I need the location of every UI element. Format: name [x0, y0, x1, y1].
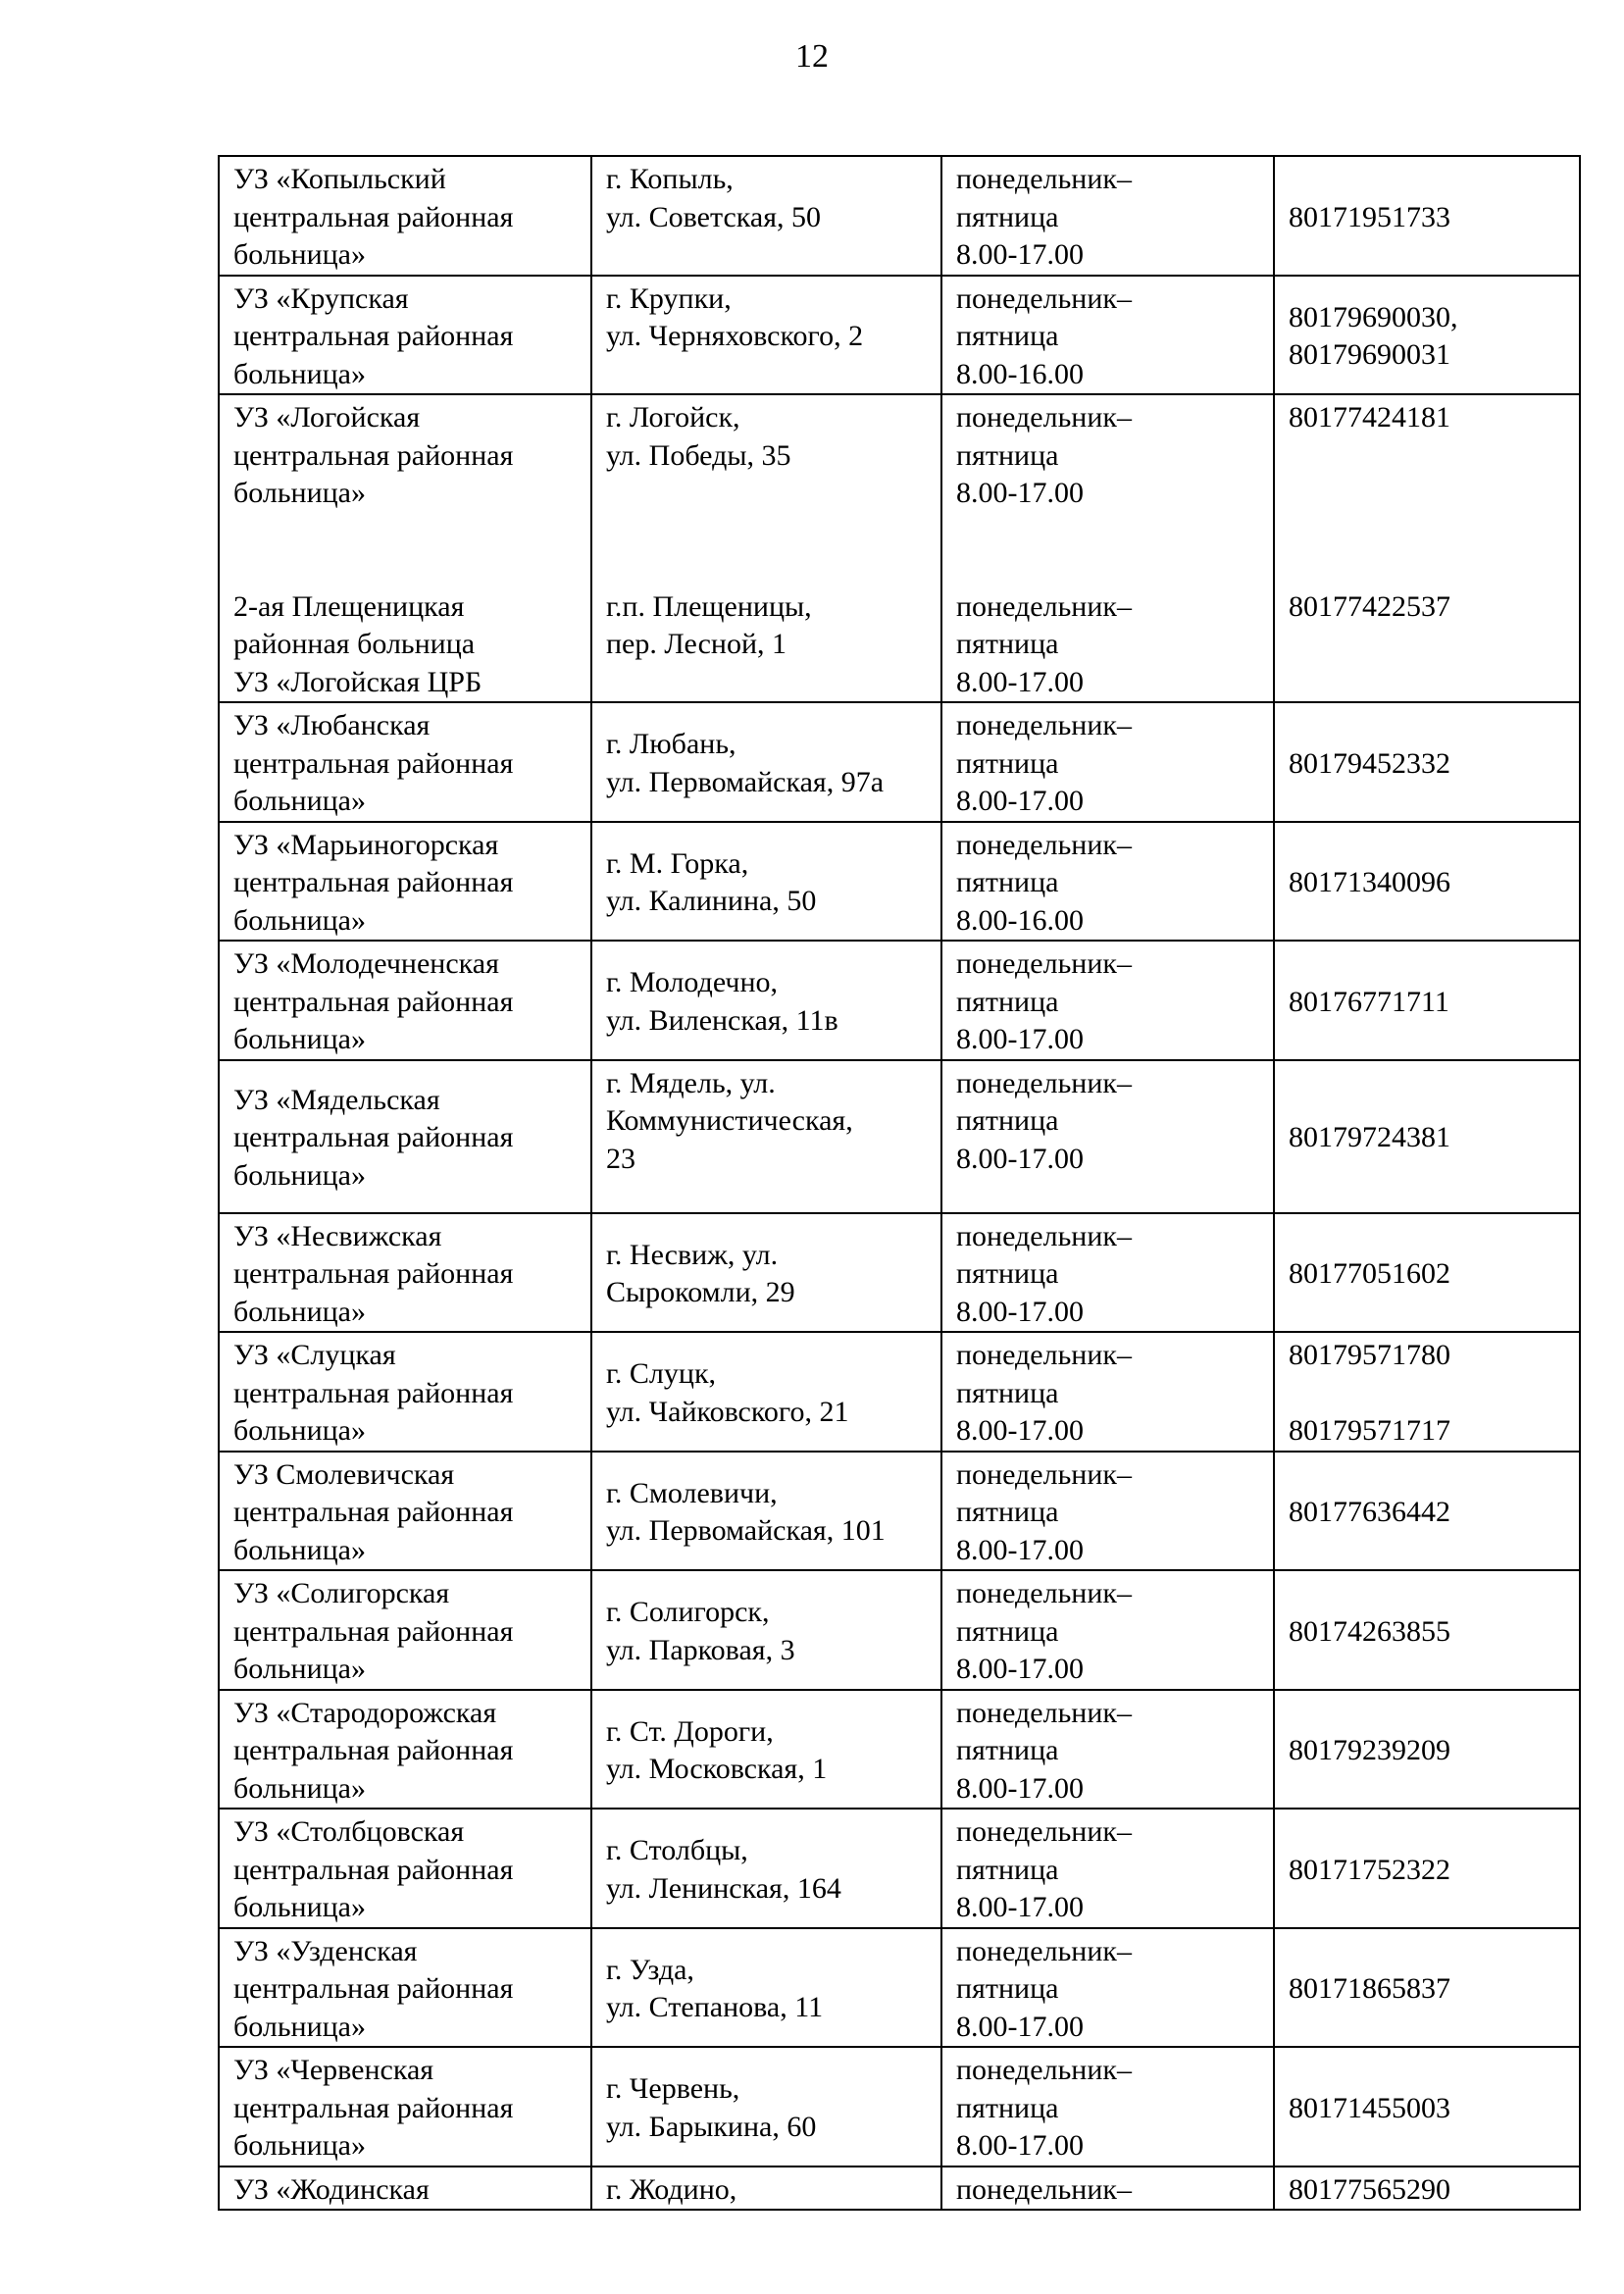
phone-cell: [1274, 1570, 1580, 1690]
name-line: УЗ «Солигорская: [233, 1577, 450, 1609]
address-line: г. Мядель, ул.: [606, 1066, 776, 1099]
hours-line: пятница: [956, 628, 1059, 660]
address-line: ул. Калинина, 50: [606, 885, 817, 918]
phone-line: 80171951733: [1289, 200, 1450, 233]
address-line: г. Копыль,: [606, 163, 734, 195]
phone-cell: [1274, 941, 1580, 1060]
hours-cell: [941, 702, 1274, 822]
phone-line: [1289, 513, 1565, 551]
institution-name-cell: [219, 2167, 591, 2211]
hours-line: пятница: [956, 866, 1059, 898]
hours-line: понедельник–: [956, 1457, 1132, 1491]
phone-cell: [1274, 1452, 1580, 1571]
institution-name-cell: [219, 822, 591, 942]
address-line: г. Логойск,: [606, 401, 740, 433]
institution-name-cell: [219, 276, 591, 395]
name-line: [233, 550, 577, 588]
hours-line: 8.00-17.00: [956, 1414, 1084, 1447]
name-line: 2-ая Плещеницкая: [233, 589, 465, 623]
name-line: больница»: [233, 903, 366, 937]
name-line: УЗ «Слуцкая: [233, 1339, 396, 1371]
address-cell: [591, 1213, 941, 1333]
hours-line: пятница: [956, 1614, 1059, 1648]
phone-line: 80179724381: [1289, 1121, 1450, 1154]
phone-cell: [1274, 1060, 1580, 1213]
address-cell: [591, 941, 941, 1060]
address-cell: [591, 156, 941, 276]
name-line: больница»: [233, 477, 366, 509]
address-line: г.п. Плещеницы,: [606, 589, 812, 623]
phone-cell: [1274, 1928, 1580, 2048]
hours-cell: [941, 394, 1274, 702]
hours-cell: [941, 822, 1274, 942]
phone-line: 80179690030,: [1289, 300, 1458, 333]
hours-cell: [941, 1809, 1274, 1928]
table-row: [219, 1452, 1580, 1571]
hours-line: 8.00-17.00: [956, 1142, 1084, 1175]
hours-cell: [941, 1690, 1274, 1810]
address-line: г. Смолевичи,: [606, 1476, 778, 1509]
name-line: больница»: [233, 1414, 366, 1447]
hours-line: понедельник–: [956, 589, 1132, 623]
address-line: г. Солигорск,: [606, 1596, 770, 1629]
hours-line: пятница: [956, 320, 1059, 352]
phone-line: [1289, 475, 1565, 513]
institution-name-cell: [219, 702, 591, 822]
name-line: больница»: [233, 2129, 366, 2162]
address-line: ул. Московская, 1: [606, 1753, 828, 1786]
address-line: г. Несвиж, ул.: [606, 1238, 779, 1271]
table-row: [219, 1928, 1580, 2048]
address-line: пер. Лесной, 1: [606, 628, 787, 660]
hours-line: понедельник–: [956, 1934, 1132, 1967]
hours-line: пятница: [956, 438, 1059, 472]
name-line: больница»: [233, 1158, 366, 1192]
name-line: центральная районная: [233, 2091, 514, 2124]
address-line: г. Слуцк,: [606, 1357, 717, 1391]
table-row: [219, 156, 1580, 276]
address-cell: [591, 394, 941, 702]
name-line: больница»: [233, 1023, 366, 1055]
hours-line: пятница: [956, 1104, 1059, 1137]
phone-cell: [1274, 394, 1580, 702]
hours-line: пятница: [956, 200, 1059, 233]
hours-cell: [941, 1213, 1274, 1333]
hours-line: 8.00-17.00: [956, 1771, 1084, 1805]
hours-cell: [941, 1060, 1274, 1213]
name-line: центральная районная: [233, 1853, 514, 1886]
name-line: центральная районная: [233, 1972, 514, 2005]
institution-name-cell: [219, 1928, 591, 2048]
hours-line: 8.00-17.00: [956, 1295, 1084, 1328]
name-line: районная больница: [233, 628, 476, 660]
name-line: УЗ «Любанская: [233, 709, 431, 741]
hours-cell: [941, 1452, 1274, 1571]
address-line: [606, 550, 927, 588]
hours-line: понедельник–: [956, 1066, 1132, 1099]
address-line: ул. Чайковского, 21: [606, 1395, 849, 1428]
name-line: УЗ «Копыльский: [233, 163, 446, 195]
name-line: центральная районная: [233, 200, 514, 233]
address-cell: [591, 276, 941, 395]
table-row: [219, 2047, 1580, 2167]
address-line: Коммунистическая,: [606, 1104, 853, 1137]
hours-line: 8.00-17.00: [956, 238, 1084, 271]
name-line: центральная районная: [233, 866, 514, 898]
hours-line: понедельник–: [956, 2172, 1132, 2206]
phone-cell: [1274, 702, 1580, 822]
hours-line: пятница: [956, 1734, 1059, 1766]
address-line: [606, 513, 927, 551]
phone-line: 80179571717: [1289, 1414, 1450, 1447]
name-line: центральная районная: [233, 1496, 514, 1528]
address-cell: [591, 1690, 941, 1810]
name-line: УЗ «Стародорожская: [233, 1696, 497, 1729]
address-line: ул. Черняховского, 2: [606, 320, 864, 352]
address-cell: [591, 1809, 941, 1928]
hours-line: 8.00-17.00: [956, 1891, 1084, 1923]
hours-line: понедельник–: [956, 1577, 1132, 1609]
hours-line: 8.00-17.00: [956, 1533, 1084, 1566]
address-line: ул. Победы, 35: [606, 438, 791, 472]
address-line: г. Крупки,: [606, 281, 732, 315]
address-line: ул. Виленская, 11в: [606, 1003, 838, 1037]
hours-line: 8.00-17.00: [956, 665, 1084, 698]
institution-name-cell: [219, 1452, 591, 1571]
hours-line: 8.00-17.00: [956, 2129, 1084, 2162]
hours-cell: [941, 2167, 1274, 2211]
name-line: центральная районная: [233, 320, 514, 352]
phone-line: 80176771711: [1289, 985, 1449, 1018]
hours-line: 8.00-17.00: [956, 1023, 1084, 1055]
hours-line: пятница: [956, 1496, 1059, 1528]
phone-line: 80179571780: [1289, 1339, 1450, 1371]
hours-line: понедельник–: [956, 1815, 1132, 1848]
phone-line: 80177051602: [1289, 1257, 1450, 1290]
table-row: [219, 394, 1580, 702]
phone-line: 80179452332: [1289, 746, 1450, 780]
name-line: центральная районная: [233, 1734, 514, 1766]
address-line: ул. Степанова, 11: [606, 1991, 824, 2024]
address-line: г. Любань,: [606, 728, 736, 761]
table-row: [219, 1690, 1580, 1810]
name-line: УЗ «Червенская: [233, 2054, 434, 2086]
address-line: ул. Советская, 50: [606, 200, 821, 233]
address-cell: [591, 2047, 941, 2167]
hours-line: понедельник–: [956, 828, 1132, 861]
phone-line: [1289, 550, 1565, 588]
institution-name-cell: [219, 941, 591, 1060]
name-line: УЗ «Несвижская: [233, 1219, 442, 1252]
table-row: [219, 822, 1580, 942]
hours-line: [956, 550, 1259, 588]
institution-name-cell: [219, 2047, 591, 2167]
name-line: центральная районная: [233, 1614, 514, 1648]
hours-cell: [941, 156, 1274, 276]
address-cell: [591, 1928, 941, 2048]
phone-cell: [1274, 2167, 1580, 2211]
address-line: Сырокомли, 29: [606, 1276, 795, 1309]
hours-line: 8.00-16.00: [956, 357, 1084, 390]
address-line: г. Узда,: [606, 1953, 694, 1986]
hours-line: пятница: [956, 985, 1059, 1018]
phone-cell: [1274, 822, 1580, 942]
name-line: УЗ «Логойская: [233, 401, 421, 433]
phone-cell: [1274, 1690, 1580, 1810]
hours-line: [956, 513, 1259, 551]
hours-line: понедельник–: [956, 1339, 1132, 1371]
address-line: г. Червень,: [606, 2072, 740, 2106]
phone-line: 80179690031: [1289, 338, 1450, 372]
phone-line: 80177636442: [1289, 1496, 1450, 1528]
hours-cell: [941, 941, 1274, 1060]
institution-name-cell: [219, 1809, 591, 1928]
hours-line: пятница: [956, 1972, 1059, 2005]
hours-line: понедельник–: [956, 163, 1132, 195]
phone-cell: [1274, 1213, 1580, 1333]
institution-name-cell: [219, 394, 591, 702]
phone-line: 80174263855: [1289, 1614, 1450, 1648]
table-row: [219, 1060, 1580, 1213]
table-row: [219, 702, 1580, 822]
phone-line: 80177424181: [1289, 401, 1450, 433]
hours-line: понедельник–: [956, 709, 1132, 741]
table-row: [219, 276, 1580, 395]
address-line: г. Жодино,: [606, 2172, 737, 2206]
phone-cell: [1274, 1809, 1580, 1928]
phone-line: 80177422537: [1289, 589, 1450, 623]
hours-line: 8.00-17.00: [956, 785, 1084, 817]
name-line: больница»: [233, 357, 366, 390]
address-line: г. Молодечно,: [606, 966, 779, 999]
phone-cell: [1274, 276, 1580, 395]
institution-name-cell: [219, 1060, 591, 1213]
institution-name-cell: [219, 156, 591, 276]
hours-cell: [941, 1928, 1274, 2048]
address-cell: [591, 702, 941, 822]
name-line: центральная районная: [233, 746, 514, 780]
name-line: УЗ «Жодинская: [233, 2172, 430, 2206]
address-line: [606, 475, 927, 513]
name-line: центральная районная: [233, 985, 514, 1018]
phone-line: 80171752322: [1289, 1853, 1450, 1886]
hours-cell: [941, 2047, 1274, 2167]
address-cell: [591, 2167, 941, 2211]
address-line: 23: [606, 1142, 635, 1175]
phone-line: 80171455003: [1289, 2091, 1450, 2124]
name-line: больница»: [233, 238, 366, 271]
table-row: [219, 1213, 1580, 1333]
name-line: УЗ «Мядельская: [233, 1083, 440, 1116]
table-row: [219, 1332, 1580, 1452]
hours-line: пятница: [956, 2091, 1059, 2124]
address-line: г. Ст. Дороги,: [606, 1714, 774, 1748]
page-number: 12: [795, 38, 829, 75]
name-line: центральная районная: [233, 438, 514, 472]
phone-line: 80171865837: [1289, 1972, 1450, 2005]
hours-line: понедельник–: [956, 281, 1132, 315]
name-line: УЗ «Столбцовская: [233, 1815, 465, 1848]
address-line: ул. Барыкина, 60: [606, 2110, 817, 2143]
phone-line: [1289, 1375, 1565, 1413]
name-line: больница»: [233, 785, 366, 817]
institution-name-cell: [219, 1690, 591, 1810]
name-line: УЗ Смолевичская: [233, 1457, 455, 1491]
institution-name-cell: [219, 1570, 591, 1690]
address-line: ул. Первомайская, 101: [606, 1514, 886, 1548]
address-line: г. М. Горка,: [606, 846, 749, 880]
name-line: центральная районная: [233, 1257, 514, 1290]
hours-line: пятница: [956, 746, 1059, 780]
address-cell: [591, 1570, 941, 1690]
hours-cell: [941, 276, 1274, 395]
name-line: больница»: [233, 2010, 366, 2043]
institution-name-cell: [219, 1213, 591, 1333]
phone-cell: [1274, 2047, 1580, 2167]
hours-line: пятница: [956, 1853, 1059, 1886]
hours-line: понедельник–: [956, 947, 1132, 980]
name-line: УЗ «Узденская: [233, 1934, 418, 1967]
address-cell: [591, 1452, 941, 1571]
hours-line: пятница: [956, 1376, 1059, 1409]
hours-line: пятница: [956, 1257, 1059, 1290]
address-line: ул. Парковая, 3: [606, 1633, 795, 1666]
phone-cell: [1274, 1332, 1580, 1452]
table-row: [219, 2167, 1580, 2211]
name-line: [233, 513, 577, 551]
name-line: УЗ «Марьиногорская: [233, 828, 499, 861]
table-row: [219, 941, 1580, 1060]
name-line: больница»: [233, 1891, 366, 1923]
hours-line: 8.00-16.00: [956, 903, 1084, 937]
name-line: больница»: [233, 1295, 366, 1328]
hours-line: понедельник–: [956, 1696, 1132, 1729]
phone-line: [1289, 437, 1565, 476]
name-line: УЗ «Молодечненская: [233, 947, 499, 980]
address-line: ул. Первомайская, 97а: [606, 765, 885, 798]
address-cell: [591, 1332, 941, 1452]
table-body: [219, 156, 1580, 2210]
name-line: больница»: [233, 1533, 366, 1566]
phone-line: 80177565290: [1289, 2172, 1450, 2206]
hours-cell: [941, 1332, 1274, 1452]
table-row: [219, 1570, 1580, 1690]
hospital-table: [218, 155, 1581, 2211]
hours-cell: [941, 1570, 1274, 1690]
name-line: больница»: [233, 1653, 366, 1685]
institution-name-cell: [219, 1332, 591, 1452]
hours-line: 8.00-17.00: [956, 1653, 1084, 1685]
name-line: больница»: [233, 1771, 366, 1805]
phone-line: 80171340096: [1289, 866, 1450, 898]
address-line: г. Столбцы,: [606, 1834, 748, 1867]
hours-line: 8.00-17.00: [956, 477, 1084, 509]
phone-line: 80179239209: [1289, 1734, 1450, 1766]
name-line: центральная районная: [233, 1376, 514, 1409]
hours-line: понедельник–: [956, 1219, 1132, 1252]
hours-line: понедельник–: [956, 2054, 1132, 2086]
address-cell: [591, 1060, 941, 1213]
address-cell: [591, 822, 941, 942]
name-line: центральная районная: [233, 1121, 514, 1154]
phone-cell: [1274, 156, 1580, 276]
hours-line: 8.00-17.00: [956, 2010, 1084, 2043]
hours-line: понедельник–: [956, 401, 1132, 433]
address-line: ул. Ленинская, 164: [606, 1871, 841, 1905]
name-line: УЗ «Логойская ЦРБ: [233, 665, 482, 698]
table-row: [219, 1809, 1580, 1928]
name-line: УЗ «Крупская: [233, 281, 409, 315]
